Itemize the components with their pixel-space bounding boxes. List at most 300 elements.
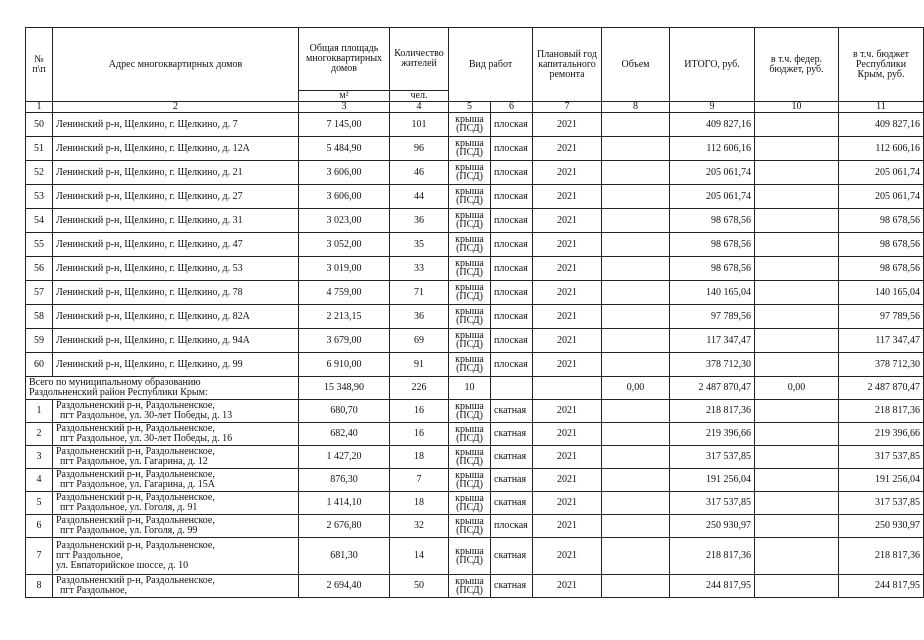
row-address-line: Раздольненский р-н, Раздольненское,: [56, 492, 215, 503]
row-area: 4 759,00: [299, 281, 390, 305]
header-crimea: в т.ч. бюджет Республики Крым, руб.: [839, 28, 924, 102]
table-row: [26, 137, 924, 161]
row-total: 219 396,66: [670, 423, 755, 446]
row-year: 2021: [533, 446, 602, 469]
row-number: 6: [26, 515, 53, 538]
row-total: 205 061,74: [670, 161, 755, 185]
row-total: 317 537,85: [670, 492, 755, 515]
row-residents: 16: [390, 400, 449, 423]
subtotal-year-empty: [533, 377, 602, 400]
roof-label: крыша: [455, 282, 484, 293]
row-area: 6 910,00: [299, 353, 390, 377]
row-volume: [602, 113, 670, 137]
row-federal: [755, 209, 839, 233]
roof-label: крыша: [455, 330, 484, 341]
row-roof-kind: плоская: [491, 305, 533, 329]
row-number: 8: [26, 575, 53, 598]
psd-label: (ПСД): [456, 195, 483, 206]
row-total: 218 817,36: [670, 400, 755, 423]
row-residents: 46: [390, 161, 449, 185]
row-volume: [602, 469, 670, 492]
row-total: 98 678,56: [670, 257, 755, 281]
row-year: 2021: [533, 137, 602, 161]
row-total: 250 930,97: [670, 515, 755, 538]
row-address: [53, 423, 299, 446]
row-total: 97 789,56: [670, 305, 755, 329]
capital-repair-table: [25, 27, 924, 598]
row-address: [53, 400, 299, 423]
roof-label: крыша: [455, 114, 484, 125]
row-volume: [602, 209, 670, 233]
row-crimea: 205 061,74: [839, 161, 924, 185]
roof-label: крыша: [455, 515, 484, 527]
row-area: 5 484,90: [299, 137, 390, 161]
row-address: Ленинский р-н, Щелкино, г. Щелкино, д. 99: [53, 353, 299, 377]
row-year: 2021: [533, 185, 602, 209]
row-volume: [602, 515, 670, 538]
row-area: 3 052,00: [299, 233, 390, 257]
row-residents: 36: [390, 305, 449, 329]
row-total: 191 256,04: [670, 469, 755, 492]
psd-label: (ПСД): [456, 524, 483, 536]
roof-label: крыша: [455, 469, 484, 481]
row-crimea: 117 347,47: [839, 329, 924, 353]
row-area: 682,40: [299, 423, 390, 446]
row-area: 7 145,00: [299, 113, 390, 137]
row-number: 58: [26, 305, 53, 329]
row-roof-kind: скатная: [491, 400, 533, 423]
row-work-roof: [449, 423, 491, 446]
row-address: Ленинский р-н, Щелкино, г. Щелкино, д. 78: [53, 281, 299, 305]
row-year: 2021: [533, 492, 602, 515]
row-address: Ленинский р-н, Щелкино, г. Щелкино, д. 12А: [53, 137, 299, 161]
row-year: 2021: [533, 515, 602, 538]
roof-label: крыша: [455, 400, 484, 412]
row-federal: [755, 257, 839, 281]
row-roof-kind: плоская: [491, 281, 533, 305]
psd-label: (ПСД): [456, 123, 483, 134]
column-number: 5: [449, 102, 491, 113]
table-row: [26, 329, 924, 353]
row-crimea: 317 537,85: [839, 492, 924, 515]
row-residents: 44: [390, 185, 449, 209]
row-address-line: пгт Раздольное, ул. 30-лет Победы, д. 13: [60, 410, 233, 421]
header-area-unit: м²: [299, 91, 390, 102]
row-work-roof: [449, 469, 491, 492]
subtotal-label: [26, 377, 299, 400]
row-work-roof: [449, 575, 491, 598]
row-area: 3 679,00: [299, 329, 390, 353]
row-residents: 91: [390, 353, 449, 377]
roof-label: крыша: [455, 234, 484, 245]
row-residents: 69: [390, 329, 449, 353]
row-crimea: 112 606,16: [839, 137, 924, 161]
roof-label: крыша: [455, 186, 484, 197]
row-year: 2021: [533, 353, 602, 377]
row-work-roof: [449, 446, 491, 469]
row-number: 55: [26, 233, 53, 257]
row-roof-kind: плоская: [491, 515, 533, 538]
row-work-roof: [449, 305, 491, 329]
header-year: Плановый год капитального ремонта: [533, 28, 602, 102]
row-address-line: пгт Раздольное, ул. Гагарина, д. 15А: [60, 479, 216, 490]
row-federal: [755, 233, 839, 257]
row-volume: [602, 446, 670, 469]
column-number-row: [26, 102, 924, 113]
row-federal: [755, 492, 839, 515]
row-year: 2021: [533, 575, 602, 598]
row-area: 2 213,15: [299, 305, 390, 329]
subtotal-total: 2 487 870,47: [670, 377, 755, 400]
row-work-roof: [449, 538, 491, 575]
row-total: 205 061,74: [670, 185, 755, 209]
row-volume: [602, 492, 670, 515]
row-work-roof: [449, 281, 491, 305]
row-work-roof: [449, 515, 491, 538]
psd-label: (ПСД): [456, 554, 483, 566]
row-volume: [602, 233, 670, 257]
row-total: 112 606,16: [670, 137, 755, 161]
row-work-roof: [449, 257, 491, 281]
row-federal: [755, 161, 839, 185]
row-address: Ленинский р-н, Щелкино, г. Щелкино, д. 21: [53, 161, 299, 185]
row-year: 2021: [533, 305, 602, 329]
row-address: Ленинский р-н, Щелкино, г. Щелкино, д. 47: [53, 233, 299, 257]
row-address-line: Раздольненский р-н, Раздольненское,: [56, 515, 215, 526]
row-work-roof: [449, 185, 491, 209]
row-number: 1: [26, 400, 53, 423]
roof-label: крыша: [455, 138, 484, 149]
header-area: Общая площадь многоквартирных домов: [299, 28, 390, 91]
row-number: 60: [26, 353, 53, 377]
row-work-roof: [449, 209, 491, 233]
row-address: Ленинский р-н, Щелкино, г. Щелкино, д. 31: [53, 209, 299, 233]
row-number: 52: [26, 161, 53, 185]
row-address-line: пгт Раздольное, ул. Гоголя, д. 99: [60, 525, 198, 536]
row-address-line: Раздольненский р-н, Раздольненское,: [56, 469, 215, 480]
row-crimea: 218 817,36: [839, 400, 924, 423]
row-roof-kind: скатная: [491, 492, 533, 515]
column-number: 10: [755, 102, 839, 113]
row-crimea: 140 165,04: [839, 281, 924, 305]
roof-label: крыша: [455, 210, 484, 221]
row-total: 218 817,36: [670, 538, 755, 575]
subtotal-empty: [491, 377, 533, 400]
row-year: 2021: [533, 538, 602, 575]
row-volume: [602, 185, 670, 209]
table-row: [26, 185, 924, 209]
row-total: 378 712,30: [670, 353, 755, 377]
row-work-roof: [449, 492, 491, 515]
row-year: 2021: [533, 469, 602, 492]
row-year: 2021: [533, 257, 602, 281]
row-address-line: Раздольненский р-н, Раздольненское,: [56, 446, 215, 457]
column-number: 1: [26, 102, 53, 113]
header-volume: Объем: [602, 28, 670, 102]
table-row: [26, 161, 924, 185]
psd-label: (ПСД): [456, 409, 483, 421]
header-row: [26, 28, 924, 91]
table-row: [26, 113, 924, 137]
row-address-line: ул. Евпаторийское шоссе, д. 10: [56, 560, 189, 571]
psd-label: (ПСД): [456, 315, 483, 326]
row-total: 317 537,85: [670, 446, 755, 469]
table-row: [26, 209, 924, 233]
row-volume: [602, 161, 670, 185]
row-address-line: пгт Раздольное,: [56, 550, 124, 561]
row-area: 681,30: [299, 538, 390, 575]
row-address-line: Раздольненский р-н, Раздольненское,: [56, 400, 215, 411]
row-roof-kind: скатная: [491, 575, 533, 598]
row-number: 4: [26, 469, 53, 492]
row-address: Ленинский р-н, Щелкино, г. Щелкино, д. 53: [53, 257, 299, 281]
column-number: 7: [533, 102, 602, 113]
row-year: 2021: [533, 209, 602, 233]
psd-label: (ПСД): [456, 339, 483, 350]
row-number: 56: [26, 257, 53, 281]
row-volume: [602, 281, 670, 305]
row-address: Ленинский р-н, Щелкино, г. Щелкино, д. 82А: [53, 305, 299, 329]
row-area: 680,70: [299, 400, 390, 423]
header-federal: в т.ч. федер. бюджет, руб.: [755, 28, 839, 102]
subtotal-volume: 0,00: [602, 377, 670, 400]
row-number: 59: [26, 329, 53, 353]
row-volume: [602, 305, 670, 329]
subtotal-area: 15 348,90: [299, 377, 390, 400]
table-row: [26, 281, 924, 305]
row-work-roof: [449, 400, 491, 423]
row-residents: 33: [390, 257, 449, 281]
row-federal: [755, 575, 839, 598]
row-address: Ленинский р-н, Щелкино, г. Щелкино, д. 27: [53, 185, 299, 209]
row-crimea: 378 712,30: [839, 353, 924, 377]
column-number: 2: [53, 102, 299, 113]
row-residents: 18: [390, 492, 449, 515]
row-work-roof: [449, 329, 491, 353]
row-crimea: 218 817,36: [839, 538, 924, 575]
row-volume: [602, 329, 670, 353]
row-roof-kind: плоская: [491, 257, 533, 281]
table-row: [26, 515, 924, 538]
row-federal: [755, 423, 839, 446]
psd-label: (ПСД): [456, 584, 483, 596]
column-number: 11: [839, 102, 924, 113]
row-number: 51: [26, 137, 53, 161]
psd-label: (ПСД): [456, 267, 483, 278]
row-number: 54: [26, 209, 53, 233]
row-address-line: пгт Раздольное,: [60, 585, 128, 596]
row-roof-kind: плоская: [491, 353, 533, 377]
row-roof-kind: плоская: [491, 161, 533, 185]
psd-label: (ПСД): [456, 501, 483, 513]
row-area: 3 606,00: [299, 185, 390, 209]
psd-label: (ПСД): [456, 455, 483, 467]
header-residents-unit: чел.: [390, 91, 449, 102]
row-area: 3 606,00: [299, 161, 390, 185]
row-work-roof: [449, 161, 491, 185]
row-residents: 36: [390, 209, 449, 233]
row-total: 98 678,56: [670, 209, 755, 233]
table-row: [26, 257, 924, 281]
row-number: 7: [26, 538, 53, 575]
row-address: Ленинский р-н, Щелкино, г. Щелкино, д. 7: [53, 113, 299, 137]
row-year: 2021: [533, 400, 602, 423]
row-roof-kind: плоская: [491, 137, 533, 161]
row-work-roof: [449, 113, 491, 137]
row-roof-kind: скатная: [491, 469, 533, 492]
subtotal-label-line2: Раздольненский район Республики Крым:: [29, 387, 208, 398]
row-residents: 14: [390, 538, 449, 575]
row-roof-kind: скатная: [491, 446, 533, 469]
row-crimea: 98 678,56: [839, 233, 924, 257]
row-volume: [602, 538, 670, 575]
row-volume: [602, 423, 670, 446]
row-work-roof: [449, 233, 491, 257]
column-number: 8: [602, 102, 670, 113]
row-federal: [755, 137, 839, 161]
row-area: 2 694,40: [299, 575, 390, 598]
row-address: [53, 515, 299, 538]
row-address-line: пгт Раздольное, ул. Гоголя, д. 91: [60, 502, 198, 513]
header-work-type: Вид работ: [449, 28, 533, 102]
column-number: 6: [491, 102, 533, 113]
row-year: 2021: [533, 113, 602, 137]
row-address-line: пгт Раздольное, ул. 30-лет Победы, д. 16: [60, 433, 233, 444]
roof-label: крыша: [455, 423, 484, 435]
table-row: [26, 233, 924, 257]
row-volume: [602, 400, 670, 423]
row-number: 5: [26, 492, 53, 515]
row-roof-kind: плоская: [491, 209, 533, 233]
row-crimea: 191 256,04: [839, 469, 924, 492]
table-row: [26, 353, 924, 377]
row-address-line: Раздольненский р-н, Раздольненское,: [56, 575, 215, 586]
psd-label: (ПСД): [456, 363, 483, 374]
roof-label: крыша: [455, 492, 484, 504]
row-address: [53, 492, 299, 515]
row-roof-kind: скатная: [491, 538, 533, 575]
row-address: [53, 469, 299, 492]
subtotal-row: [26, 377, 924, 400]
row-crimea: 98 678,56: [839, 209, 924, 233]
psd-label: (ПСД): [456, 219, 483, 230]
psd-label: (ПСД): [456, 243, 483, 254]
roof-label: крыша: [455, 545, 484, 557]
psd-label: (ПСД): [456, 432, 483, 444]
row-total: 98 678,56: [670, 233, 755, 257]
psd-label: (ПСД): [456, 147, 483, 158]
row-year: 2021: [533, 329, 602, 353]
row-area: 3 019,00: [299, 257, 390, 281]
header-num: № п\п: [26, 28, 53, 102]
row-number: 57: [26, 281, 53, 305]
row-volume: [602, 137, 670, 161]
row-year: 2021: [533, 423, 602, 446]
row-federal: [755, 515, 839, 538]
subtotal-federal: 0,00: [755, 377, 839, 400]
table-row: [26, 446, 924, 469]
row-address-line: пгт Раздольное, ул. Гагарина, д. 12: [60, 456, 208, 467]
header-address: Адрес многоквартирных домов: [53, 28, 299, 102]
row-federal: [755, 538, 839, 575]
row-area: 1 414,10: [299, 492, 390, 515]
row-roof-kind: плоская: [491, 329, 533, 353]
row-address-line: Раздольненский р-н, Раздольненское,: [56, 540, 215, 551]
table-row: [26, 400, 924, 423]
row-residents: 32: [390, 515, 449, 538]
row-number: 53: [26, 185, 53, 209]
row-address: [53, 575, 299, 598]
row-federal: [755, 446, 839, 469]
subtotal-works: 10: [449, 377, 491, 400]
row-address: [53, 446, 299, 469]
row-crimea: 205 061,74: [839, 185, 924, 209]
table-row: [26, 469, 924, 492]
column-number: 9: [670, 102, 755, 113]
roof-label: крыша: [455, 446, 484, 458]
row-residents: 101: [390, 113, 449, 137]
row-year: 2021: [533, 161, 602, 185]
psd-label: (ПСД): [456, 171, 483, 182]
table-row: [26, 575, 924, 598]
row-residents: 7: [390, 469, 449, 492]
row-crimea: 98 678,56: [839, 257, 924, 281]
row-federal: [755, 305, 839, 329]
row-area: 1 427,20: [299, 446, 390, 469]
row-area: 2 676,80: [299, 515, 390, 538]
subtotal-label-line1: Всего по муниципальному образованию: [29, 377, 201, 388]
row-crimea: 317 537,85: [839, 446, 924, 469]
row-total: 244 817,95: [670, 575, 755, 598]
row-residents: 71: [390, 281, 449, 305]
row-number: 2: [26, 423, 53, 446]
row-residents: 50: [390, 575, 449, 598]
psd-label: (ПСД): [456, 478, 483, 490]
row-crimea: 244 817,95: [839, 575, 924, 598]
row-residents: 96: [390, 137, 449, 161]
row-roof-kind: плоская: [491, 113, 533, 137]
table-row: [26, 423, 924, 446]
row-total: 117 347,47: [670, 329, 755, 353]
row-total: 409 827,16: [670, 113, 755, 137]
row-volume: [602, 257, 670, 281]
row-volume: [602, 353, 670, 377]
row-address-line: Раздольненский р-н, Раздольненское,: [56, 423, 215, 434]
row-federal: [755, 469, 839, 492]
row-crimea: 97 789,56: [839, 305, 924, 329]
row-roof-kind: плоская: [491, 185, 533, 209]
table-row: [26, 305, 924, 329]
roof-label: крыша: [455, 575, 484, 587]
subtotal-residents: 226: [390, 377, 449, 400]
row-federal: [755, 353, 839, 377]
row-roof-kind: скатная: [491, 423, 533, 446]
row-roof-kind: плоская: [491, 233, 533, 257]
roof-label: крыша: [455, 162, 484, 173]
row-federal: [755, 400, 839, 423]
row-work-roof: [449, 137, 491, 161]
row-federal: [755, 113, 839, 137]
table-row: [26, 538, 924, 575]
row-total: 140 165,04: [670, 281, 755, 305]
row-federal: [755, 329, 839, 353]
row-year: 2021: [533, 233, 602, 257]
row-residents: 16: [390, 423, 449, 446]
table-row: [26, 492, 924, 515]
subtotal-crimea: 2 487 870,47: [839, 377, 924, 400]
row-federal: [755, 185, 839, 209]
row-crimea: 409 827,16: [839, 113, 924, 137]
